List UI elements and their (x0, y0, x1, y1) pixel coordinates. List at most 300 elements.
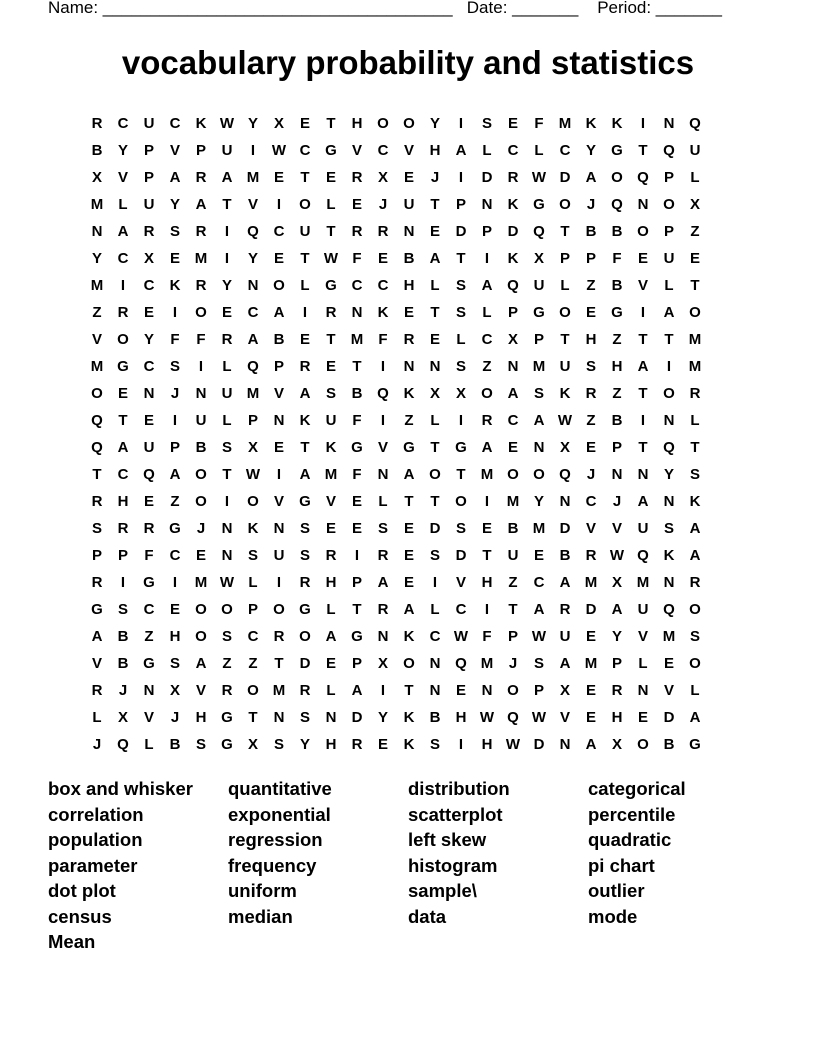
grid-letter: A (403, 466, 415, 483)
grid-letter: X (377, 169, 388, 186)
grid-letter: E (325, 520, 336, 537)
grid-letter: S (585, 358, 596, 375)
grid-letter: A (221, 169, 233, 186)
grid-letter: G (403, 439, 415, 456)
grid-letter: A (247, 331, 259, 348)
grid-letter: R (143, 520, 155, 537)
grid-letter: L (482, 142, 492, 159)
word-list-item: Mean (48, 931, 96, 952)
grid-letter: T (404, 493, 414, 510)
grid-letter: A (481, 277, 493, 294)
grid-letter: T (300, 169, 310, 186)
grid-letter: Y (91, 250, 102, 267)
grid-letter: E (195, 547, 206, 564)
grid-letter: K (403, 709, 415, 726)
grid-letter: T (638, 439, 648, 456)
grid-letter: H (403, 277, 415, 294)
grid-letter: E (117, 385, 128, 402)
grid-row (84, 492, 708, 519)
grid-row (84, 600, 708, 627)
word-list-item: categorical (588, 778, 686, 799)
grid-letter: M (246, 385, 260, 402)
grid-letter: L (430, 412, 440, 429)
grid-letter: Z (482, 358, 492, 375)
grid-letter: N (221, 547, 233, 564)
grid-letter: K (195, 115, 207, 132)
grid-letter: O (91, 385, 103, 402)
grid-letter: I (120, 277, 126, 294)
grid-letter: L (664, 277, 674, 294)
word-list-item: quantitative (228, 778, 332, 799)
grid-letter: R (195, 223, 207, 240)
grid-letter: R (611, 682, 623, 699)
grid-letter: J (430, 169, 440, 186)
grid-letter: L (534, 142, 544, 159)
grid-letter: M (662, 628, 676, 645)
grid-letter: Z (690, 223, 700, 240)
grid-letter: O (689, 304, 701, 321)
grid-letter: N (247, 277, 259, 294)
grid-letter: E (351, 493, 362, 510)
grid-letter: H (481, 736, 493, 753)
grid-letter: O (195, 304, 207, 321)
grid-letter: W (557, 412, 573, 429)
grid-letter: P (91, 547, 102, 564)
grid-letter: A (533, 412, 545, 429)
grid-row (84, 249, 708, 276)
grid-row (84, 681, 708, 708)
grid-letter: T (352, 601, 362, 618)
grid-letter: G (325, 277, 337, 294)
grid-letter: R (689, 385, 701, 402)
grid-letter: N (377, 628, 389, 645)
grid-letter: Y (533, 493, 544, 510)
grid-letter: G (533, 304, 545, 321)
grid-letter: S (169, 358, 180, 375)
grid-letter: T (352, 358, 362, 375)
grid-letter: L (638, 655, 648, 672)
grid-letter: C (507, 142, 519, 159)
grid-letter: X (377, 655, 388, 672)
grid-letter: Z (586, 277, 596, 294)
grid-letter: D (507, 223, 519, 240)
grid-letter: C (117, 115, 129, 132)
grid-letter: P (663, 169, 674, 186)
grid-letter: I (380, 412, 386, 429)
word-list-item: exponential (228, 803, 331, 825)
grid-letter: E (689, 250, 700, 267)
grid-letter: I (224, 493, 230, 510)
grid-letter: E (377, 250, 388, 267)
grid-letter: M (350, 331, 364, 348)
grid-letter: E (533, 547, 544, 564)
grid-letter: V (325, 493, 336, 510)
grid-letter: U (143, 196, 155, 213)
grid-letter: K (325, 439, 337, 456)
grid-letter: P (507, 628, 518, 645)
grid-letter: R (325, 304, 337, 321)
grid-letter: N (559, 736, 571, 753)
grid-letter: J (378, 196, 388, 213)
grid-row (84, 519, 708, 546)
grid-letter: S (533, 655, 544, 672)
grid-letter: U (325, 412, 337, 429)
grid-row (84, 654, 708, 681)
grid-letter: I (198, 358, 204, 375)
grid-letter: M (194, 250, 208, 267)
grid-letter: E (663, 655, 674, 672)
grid-letter: J (196, 520, 206, 537)
grid-letter: M (90, 277, 104, 294)
grid-letter: R (299, 682, 311, 699)
grid-letter: N (637, 682, 649, 699)
grid-letter: U (689, 142, 701, 159)
grid-letter: O (299, 628, 311, 645)
grid-letter: F (144, 547, 154, 564)
grid-letter: O (429, 466, 441, 483)
grid-letter: O (507, 682, 519, 699)
grid-letter: A (117, 223, 129, 240)
grid-letter: E (585, 709, 596, 726)
grid-letter: E (403, 304, 414, 321)
word-list-item: percentile (588, 803, 676, 825)
grid-letter: G (689, 736, 701, 753)
grid-letter: A (429, 250, 441, 267)
grid-letter: G (455, 439, 467, 456)
grid-letter: B (429, 709, 441, 726)
grid-letter: V (169, 142, 180, 159)
grid-letter: H (325, 574, 337, 591)
grid-letter: I (640, 412, 646, 429)
grid-letter: D (559, 520, 571, 537)
grid-letter: G (143, 655, 155, 672)
grid-letter: T (456, 250, 466, 267)
grid-letter: S (663, 520, 674, 537)
grid-row (84, 438, 708, 465)
grid-letter: A (663, 304, 675, 321)
grid-letter: K (663, 547, 675, 564)
grid-letter: S (299, 709, 310, 726)
grid-letter: F (534, 115, 544, 132)
grid-letter: I (250, 142, 256, 159)
grid-letter: P (507, 304, 518, 321)
grid-letter: F (352, 412, 362, 429)
grid-letter: V (611, 520, 622, 537)
grid-letter: O (299, 196, 311, 213)
grid-letter: S (455, 520, 466, 537)
grid-letter: S (195, 736, 206, 753)
grid-letter: J (612, 493, 622, 510)
grid-letter: C (377, 277, 389, 294)
grid-letter: B (663, 736, 675, 753)
grid-letter: E (455, 682, 466, 699)
grid-letter: H (585, 331, 597, 348)
grid-letter: W (531, 169, 547, 186)
grid-letter: O (195, 493, 207, 510)
grid-letter: F (196, 331, 206, 348)
grid-letter: A (507, 385, 519, 402)
grid-letter: X (559, 682, 570, 699)
grid-letter: N (377, 466, 389, 483)
grid-letter: W (531, 709, 547, 726)
grid-letter: N (91, 223, 103, 240)
grid-letter: N (481, 682, 493, 699)
grid-letter: H (195, 709, 207, 726)
grid-letter: N (403, 358, 415, 375)
grid-letter: M (480, 466, 494, 483)
word-list-item: outlier (588, 880, 645, 901)
grid-letter: O (247, 682, 259, 699)
grid-letter: C (533, 574, 545, 591)
grid-letter: C (247, 628, 259, 645)
grid-letter: B (91, 142, 103, 159)
grid-letter: S (377, 520, 388, 537)
grid-letter: O (221, 601, 233, 618)
grid-letter: U (559, 358, 571, 375)
grid-letter: Z (612, 385, 622, 402)
grid-letter: C (507, 412, 519, 429)
grid-letter: K (611, 115, 623, 132)
grid-letter: R (117, 520, 129, 537)
grid-letter: K (559, 385, 571, 402)
grid-letter: X (533, 250, 544, 267)
grid-letter: G (351, 628, 363, 645)
grid-letter: C (429, 628, 441, 645)
grid-letter: N (663, 574, 675, 591)
grid-letter: G (221, 736, 233, 753)
grid-letter: Q (637, 169, 649, 186)
grid-letter: E (585, 304, 596, 321)
grid-letter: Y (221, 277, 232, 294)
grid-row (84, 195, 708, 222)
word-list-item: frequency (228, 854, 317, 876)
grid-letter: X (611, 574, 622, 591)
grid-letter: P (481, 223, 492, 240)
grid-letter: N (533, 439, 545, 456)
grid-letter: U (299, 223, 311, 240)
grid-letter: N (273, 412, 285, 429)
grid-letter: W (271, 142, 287, 159)
grid-letter: L (456, 331, 466, 348)
grid-letter: E (637, 250, 648, 267)
grid-letter: N (221, 520, 233, 537)
grid-letter: E (351, 196, 362, 213)
grid-letter: T (638, 385, 648, 402)
grid-letter: T (326, 331, 336, 348)
grid-letter: E (143, 493, 154, 510)
grid-letter: N (273, 520, 285, 537)
grid-letter: D (429, 520, 441, 537)
grid-letter: S (455, 304, 466, 321)
grid-letter: C (585, 493, 597, 510)
grid-letter: R (689, 574, 701, 591)
grid-letter: V (663, 682, 674, 699)
grid-letter: V (637, 628, 648, 645)
grid-letter: P (663, 223, 674, 240)
grid-letter: T (326, 223, 336, 240)
grid-letter: R (403, 331, 415, 348)
grid-letter: J (118, 682, 128, 699)
grid-letter: E (325, 169, 336, 186)
grid-letter: Q (91, 439, 103, 456)
grid-letter: Q (611, 196, 623, 213)
grid-row (84, 384, 708, 411)
grid-letter: T (430, 439, 440, 456)
grid-letter: A (637, 358, 649, 375)
grid-letter: P (169, 439, 180, 456)
grid-letter: N (403, 223, 415, 240)
grid-letter: R (143, 223, 155, 240)
grid-letter: D (351, 709, 363, 726)
grid-letter: N (273, 709, 285, 726)
grid-letter: O (663, 385, 675, 402)
grid-letter: S (247, 547, 258, 564)
grid-letter: X (611, 736, 622, 753)
grid-letter: F (482, 628, 492, 645)
grid-letter: Z (144, 628, 154, 645)
word-list-item: quadratic (588, 829, 672, 850)
grid-letter: E (403, 520, 414, 537)
grid-letter: T (300, 250, 310, 267)
grid-letter: A (455, 142, 467, 159)
grid-letter: B (611, 277, 623, 294)
grid-letter: E (273, 439, 284, 456)
grid-letter: F (352, 250, 362, 267)
grid-letter: K (403, 385, 415, 402)
grid-letter: E (273, 169, 284, 186)
grid-letter: T (560, 331, 570, 348)
grid-letter: M (636, 574, 650, 591)
grid-letter: U (559, 628, 571, 645)
word-list-item: box and whisker (48, 778, 193, 799)
grid-letter: C (143, 358, 155, 375)
grid-letter: R (91, 574, 103, 591)
grid-letter: K (507, 196, 519, 213)
grid-letter: O (247, 493, 259, 510)
grid-letter: B (507, 520, 519, 537)
grid-letter: M (532, 520, 546, 537)
grid-letter: R (377, 547, 389, 564)
grid-letter: V (91, 655, 102, 672)
grid-letter: E (325, 655, 336, 672)
letter-grid (84, 114, 708, 762)
grid-letter: R (377, 223, 389, 240)
grid-letter: O (611, 169, 623, 186)
grid-letter: H (481, 574, 493, 591)
grid-letter: W (219, 115, 235, 132)
grid-letter: A (273, 304, 285, 321)
grid-letter: G (611, 304, 623, 321)
grid-letter: V (455, 574, 466, 591)
grid-letter: A (689, 709, 701, 726)
grid-letter: A (689, 547, 701, 564)
grid-letter: E (273, 250, 284, 267)
grid-letter: T (300, 439, 310, 456)
grid-letter: V (273, 385, 284, 402)
grid-letter: N (429, 358, 441, 375)
grid-letter: C (247, 304, 259, 321)
grid-letter: T (92, 466, 102, 483)
grid-letter: F (612, 250, 622, 267)
grid-letter: B (117, 628, 129, 645)
grid-letter: C (117, 250, 129, 267)
grid-letter: Q (247, 358, 259, 375)
word-list-item: scatterplot (408, 803, 503, 825)
grid-letter: K (403, 628, 415, 645)
grid-letter: B (351, 385, 363, 402)
grid-letter: E (143, 412, 154, 429)
grid-letter: G (611, 142, 623, 159)
grid-letter: W (531, 628, 547, 645)
grid-letter: A (195, 196, 207, 213)
grid-letter: E (169, 250, 180, 267)
grid-letter: V (559, 709, 570, 726)
grid-letter: Z (248, 655, 258, 672)
grid-letter: R (351, 169, 363, 186)
grid-letter: H (429, 142, 441, 159)
grid-letter: I (458, 115, 464, 132)
grid-letter: S (689, 466, 700, 483)
grid-letter: G (299, 601, 311, 618)
grid-letter: O (455, 493, 467, 510)
grid-letter: R (585, 547, 597, 564)
grid-letter: A (169, 466, 181, 483)
word-list-item: pi chart (588, 854, 655, 876)
word-list-item: sample\ (408, 880, 477, 901)
grid-letter: C (351, 277, 363, 294)
grid-letter: Q (533, 223, 545, 240)
grid-letter: Z (508, 574, 518, 591)
grid-letter: I (484, 601, 490, 618)
grid-letter: N (637, 196, 649, 213)
grid-letter: E (351, 520, 362, 537)
grid-letter: I (276, 574, 282, 591)
grid-letter: I (120, 574, 126, 591)
grid-letter: K (377, 304, 389, 321)
grid-letter: B (195, 439, 207, 456)
grid-letter: R (299, 574, 311, 591)
grid-letter: P (611, 439, 622, 456)
grid-letter: C (377, 142, 389, 159)
grid-letter: M (480, 655, 494, 672)
grid-letter: R (221, 331, 233, 348)
grid-letter: R (195, 277, 207, 294)
grid-letter: T (638, 142, 648, 159)
grid-letter: U (195, 412, 207, 429)
grid-letter: B (403, 250, 415, 267)
word-list-item: distribution (408, 778, 510, 799)
grid-letter: A (585, 169, 597, 186)
grid-letter: L (326, 682, 336, 699)
grid-letter: T (326, 115, 336, 132)
grid-letter: Z (170, 493, 180, 510)
grid-letter: S (169, 655, 180, 672)
grid-letter: T (118, 412, 128, 429)
grid-letter: G (351, 439, 363, 456)
grid-letter: E (507, 115, 518, 132)
grid-letter: B (117, 655, 129, 672)
grid-letter: O (273, 277, 285, 294)
grid-letter: M (272, 682, 286, 699)
grid-letter: Y (377, 709, 388, 726)
grid-row (84, 546, 708, 573)
grid-letter: T (430, 304, 440, 321)
grid-letter: P (611, 655, 622, 672)
grid-letter: R (273, 628, 285, 645)
grid-row (84, 114, 708, 141)
grid-letter: N (637, 466, 649, 483)
word-list-item: uniform (228, 880, 297, 901)
